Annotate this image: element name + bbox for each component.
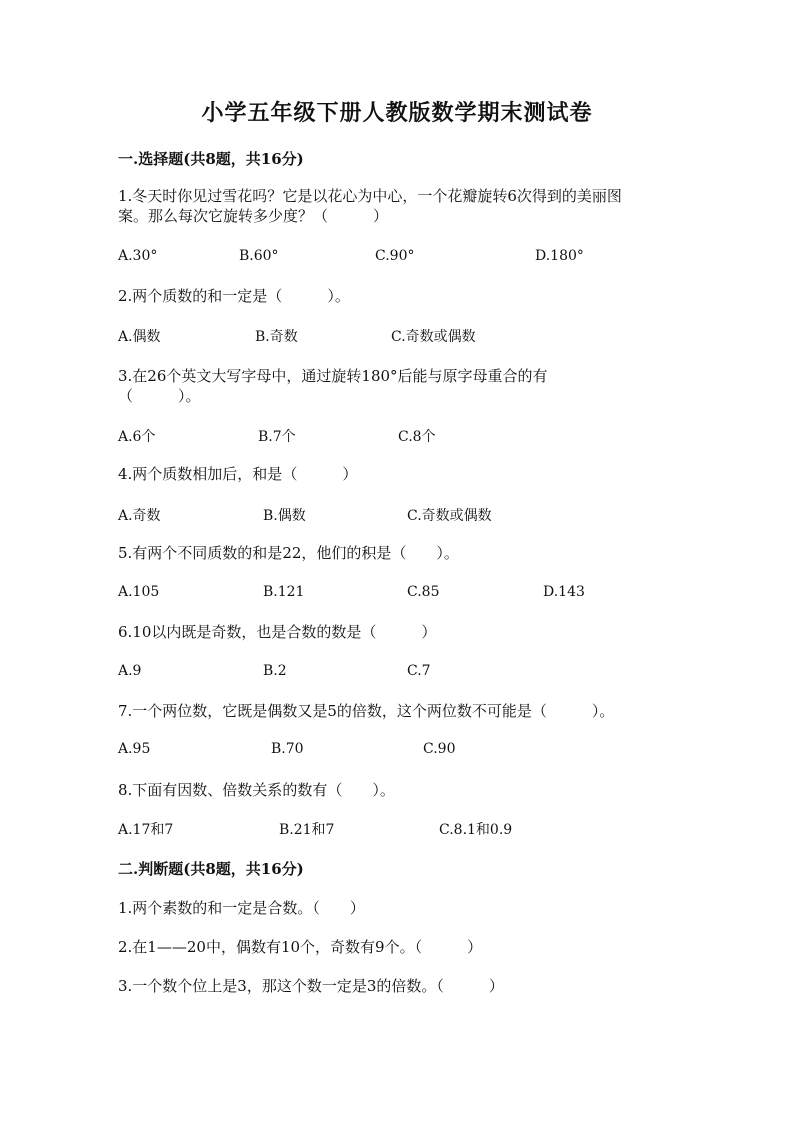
option-a: A.6个: [118, 429, 156, 445]
option-c: C.8.1和0.9: [439, 822, 513, 838]
option-d: D.143: [543, 584, 585, 600]
question-text-line: 2.两个质数的和一定是（ ）。: [118, 287, 350, 305]
option-c: C.7: [407, 663, 431, 679]
judgment-question-2: [118, 937, 678, 957]
option-d: D.180°: [535, 248, 584, 264]
option-c: C.8个: [398, 429, 436, 445]
question-2: [118, 286, 678, 306]
option-a: A.105: [118, 584, 160, 600]
option-a: A.偶数: [118, 329, 161, 345]
question-text-line: 3.在26个英文大写字母中，通过旋转180°后能与原字母重合的有: [118, 367, 548, 385]
question-text-line: 5.有两个不同质数的和是22，他们的积是（ ）。: [118, 544, 459, 562]
question-7-options: [118, 741, 718, 761]
question-4: [118, 464, 678, 484]
question-text-line: 1.两个素数的和一定是合数。（ ）: [118, 899, 365, 917]
question-text-line: 1.冬天时你见过雪花吗？它是以花心为中心，一个花瓣旋转6次得到的美丽图: [118, 187, 622, 205]
option-b: B.121: [263, 584, 305, 600]
option-c: C.奇数或偶数: [407, 508, 492, 524]
question-5-options: [118, 584, 718, 604]
question-8-options: [118, 819, 718, 839]
option-a: A.9: [118, 663, 142, 679]
page-title: 小学五年级下册人教版数学期末测试卷: [201, 100, 593, 126]
question-6-options: [118, 663, 718, 683]
question-1-options: [118, 248, 718, 268]
option-b: B.7个: [258, 429, 296, 445]
question-7: [118, 701, 678, 721]
option-c: C.90°: [375, 248, 415, 264]
judgment-question-3: [118, 976, 678, 996]
option-a: A.奇数: [118, 508, 161, 524]
question-text-line: 7.一个两位数，它既是偶数又是5的倍数，这个两位数不可能是（ ）。: [118, 702, 615, 720]
question-text-line: 8.下面有因数、倍数关系的数有（ ）。: [118, 781, 395, 799]
question-text-line: 4.两个质数相加后，和是（ ）: [118, 465, 358, 483]
option-b: B.偶数: [263, 508, 306, 524]
question-text-line: 6.10以内既是奇数，也是合数的数是（ ）: [118, 623, 437, 641]
option-b: B.21和7: [279, 822, 335, 838]
judgment-question-1: [118, 898, 678, 918]
option-c: C.85: [407, 584, 440, 600]
question-text-line: （ ）。: [118, 387, 201, 405]
question-3-options: [118, 426, 718, 446]
option-c: C.90: [423, 741, 456, 757]
section-heading-choice: 一.选择题(共8题，共16分): [118, 150, 304, 168]
question-4-options: [118, 505, 718, 525]
option-c: C.奇数或偶数: [391, 329, 476, 345]
question-text-line: 案。那么每次它旋转多少度？（ ）: [118, 207, 389, 225]
question-text-line: 3.一个数个位上是3，那这个数一定是3的倍数。（ ）: [118, 977, 504, 995]
option-b: B.60°: [239, 248, 279, 264]
question-text-line: 2.在1——20中，偶数有10个，奇数有9个。（ ）: [118, 938, 483, 956]
question-6: [118, 622, 678, 642]
question-1: [118, 186, 678, 226]
option-a: A.17和7: [118, 822, 174, 838]
option-a: A.30°: [118, 248, 158, 264]
question-5: [118, 543, 678, 563]
question-3: [118, 366, 678, 406]
question-8: [118, 780, 678, 800]
section-heading-judgment: 二.判断题(共8题，共16分): [118, 860, 304, 878]
option-b: B.2: [263, 663, 287, 679]
option-b: B.70: [271, 741, 304, 757]
option-b: B.奇数: [255, 329, 298, 345]
question-2-options: [118, 326, 718, 346]
option-a: A.95: [118, 741, 151, 757]
